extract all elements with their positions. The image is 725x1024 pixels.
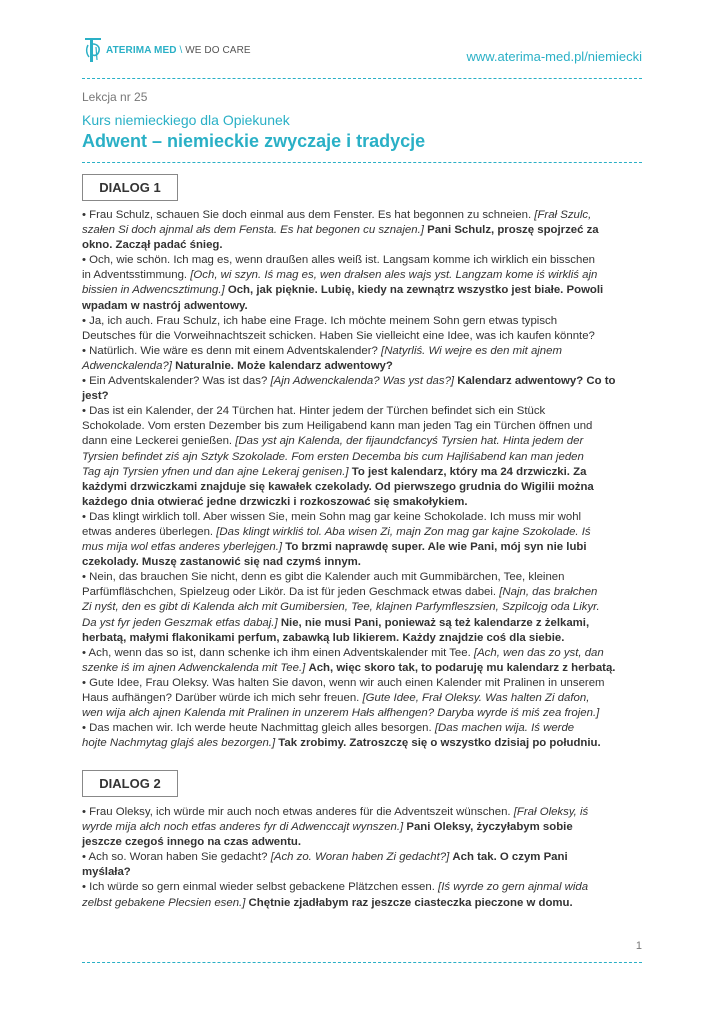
- translation-text: myślała?: [82, 866, 131, 879]
- translation-text: Och, jak pięknie. Lubię, kiedy na zewnątrz wszystko jest białe. Powoli: [227, 284, 604, 297]
- text-line: [82, 631, 642, 646]
- brand-logo: [82, 36, 251, 64]
- dialog-1-heading: DIALOG 1: [82, 174, 178, 201]
- dialog-2-text: [82, 805, 642, 911]
- text-line: [82, 495, 642, 510]
- translation-text: okno. Zaczął padać śnieg.: [82, 239, 223, 252]
- german-text: • Och, wie schön. Ich mag es, wenn draußen alles weiß ist. Langsam komme ich wirklich ein bisschen: [82, 254, 595, 267]
- page-number: 1: [635, 940, 642, 952]
- pronunciation-text: szenke iś im ajnen Adwenckalenda mit Tee.]: [82, 661, 306, 674]
- translation-text: każdego dnia otwierać jedne drzwiczki i rozkoszować się smakołykiem.: [82, 495, 468, 508]
- translation-text: Kalendarz adwentowy? Co to: [457, 375, 616, 388]
- german-text: dann eine Leckerei genießen.: [82, 435, 236, 448]
- german-text: • Frau Oleksy, ich würde mir auch noch etwas anderes für die Adventszeit wünschen.: [82, 806, 514, 818]
- german-text: Haus aufhängen? Darüber würde ich mich sehr freuen.: [82, 692, 363, 704]
- german-text: • Ich würde so gern einmal wieder selbst gebackene Plätzchen essen.: [82, 881, 439, 894]
- text-line: [82, 344, 642, 359]
- text-line: [82, 389, 642, 404]
- translation-text: To brzmi naprawdę super. Ale wie Pani, mój syn nie lubi: [285, 541, 587, 554]
- text-line: [82, 540, 642, 555]
- translation-text: Nie, nie musi Pani, ponieważ są też kalendarze z żelkami,: [280, 616, 590, 629]
- text-line: [82, 283, 642, 298]
- german-text: Schokolade. Vom ersten Dezember bis zum Heiligabend kann man jeden Tag ein Türchen öffnen und: [82, 420, 593, 433]
- footer-divider: [82, 962, 642, 963]
- text-line: [82, 880, 642, 895]
- pronunciation-text: Zi nyśt, den es gibt di Kalenda ałch mit Gumibersien, Tee, klajnen Parfymfleszsien, Szpilcojg oda Likyr.: [82, 601, 600, 614]
- text-line: [82, 585, 642, 600]
- pronunciation-text: Tag ajn Tyrsien yfnen und dan ajne Lekeraj genisen.]: [82, 465, 349, 478]
- pronunciation-text: mus mija wol etfas anderes yberlejgen.]: [82, 541, 283, 554]
- pronunciation-text: wen wija ałch ajnen Kalenda mit Pralinen in unzerem Hałs ałfhengen? Daryba wyrde iś miś zea frojen.]: [82, 707, 600, 720]
- page-title: Adwent – niemieckie zwyczaje i tradycje: [82, 131, 426, 151]
- text-line: [82, 835, 642, 850]
- translation-text: każdymi drzwiczkami znajduje się kawałek czekolady. Od pierwszego grudnia do Wigilii można: [82, 480, 594, 493]
- dialog-2-heading: DIALOG 2: [82, 770, 178, 797]
- translation-text: Tak zrobimy. Zatroszczę się o wszystko dzisiaj po południu.: [278, 737, 601, 750]
- text-line: [82, 404, 642, 419]
- pronunciation-text: [Iś wyrde zo gern ajnmal wida: [438, 881, 589, 894]
- pronunciation-text: bissien in Adwencsztimung.]: [82, 284, 225, 297]
- text-line: [82, 374, 642, 389]
- text-line: [82, 865, 642, 880]
- text-line: [82, 434, 642, 449]
- pronunciation-text: [Ach, wen das zo yst, dan: [473, 646, 604, 659]
- text-line: [82, 465, 642, 480]
- translation-text: jeszcze czegoś innego na czas adwentu.: [82, 836, 302, 849]
- german-text: • Ach, wenn das so ist, dann schenke ich ihm einen Adventskalender mit Tee.: [82, 646, 474, 659]
- text-line: [82, 223, 642, 238]
- german-text: Deutsches für die Vorweihnachtszeit schicken. Haben Sie vielleicht eine Idee, was ich kaufen könnte?: [82, 329, 595, 342]
- text-line: [82, 299, 642, 314]
- dialog-1-text: [82, 208, 642, 751]
- text-line: [82, 676, 642, 691]
- pronunciation-text: [Frał Oleksy, iś: [513, 806, 589, 818]
- german-text: etwas anderes überlegen.: [82, 525, 217, 538]
- aterima-logo-icon: [82, 36, 104, 64]
- title-divider: [82, 162, 642, 163]
- text-line: [82, 896, 642, 911]
- pronunciation-text: [Gute Idee, Frał Oleksy. Was halten Zi dafon,: [362, 692, 590, 704]
- pronunciation-text: [Och, wi szyn. Iś mag es, wen drałsen ales wajs yst. Langzam kome iś wirkliś ajn: [190, 269, 598, 282]
- text-line: [82, 268, 642, 283]
- text-line: [82, 691, 642, 706]
- german-text: • Das machen wir. Ich werde heute Nachmittag gleich alles besorgen.: [82, 722, 435, 735]
- text-line: [82, 314, 642, 329]
- text-line: [82, 555, 642, 570]
- german-text: • Natürlich. Wie wäre es denn mit einem Adventskalender?: [82, 344, 382, 357]
- text-line: [82, 570, 642, 585]
- text-line: [82, 450, 642, 465]
- pronunciation-text: [Das yst ajn Kalenda, der fijaundcfancyś Tyrsien hat. Hinta jedem der: [235, 435, 584, 448]
- pronunciation-text: wyrde mija ałch noch etfas anderes fyr di Adwenccajt wynszen.]: [82, 821, 404, 834]
- text-line: [82, 850, 642, 865]
- german-text: in Adventsstimmung.: [82, 269, 191, 282]
- brand-separator: \: [179, 44, 183, 56]
- german-text: • Frau Schulz, schauen Sie doch einmal aus dem Fenster. Es hat begonnen zu schneien.: [82, 209, 535, 221]
- translation-text: herbatą, małymi flakonikami perfum, zabawką lub likierem. Każdy znajdzie coś dla siebie.: [82, 631, 565, 644]
- pronunciation-text: Adwenckalenda?]: [82, 359, 172, 372]
- text-line: [82, 721, 642, 736]
- text-line: [82, 736, 642, 751]
- translation-text: Naturalnie. Może kalendarz adwentowy?: [175, 359, 393, 372]
- german-text: • Ach so. Woran haben Sie gedacht?: [82, 851, 271, 864]
- text-line: [82, 359, 642, 374]
- text-line: [82, 253, 642, 268]
- text-line: [82, 525, 642, 540]
- pronunciation-text: [Natyrliś. Wi wejre es den mit ajnem: [381, 344, 562, 357]
- pronunciation-text: [Najn, das brałchen: [499, 586, 598, 599]
- pronunciation-text: Da yst fyr jeden Geszmak etfas dabaj.]: [82, 616, 278, 629]
- translation-text: Ach tak. O czym Pani: [452, 851, 568, 864]
- text-line: [82, 600, 642, 615]
- translation-text: Pani Schulz, proszę spojrzeć za: [427, 224, 599, 237]
- pronunciation-text: [Ajn Adwenckalenda? Was yst das?]: [270, 375, 455, 388]
- page-header: [82, 36, 642, 72]
- pronunciation-text: [Ach zo. Woran haben Zi gedacht?]: [270, 851, 450, 864]
- brand-name: [106, 45, 251, 56]
- text-line: [82, 419, 642, 434]
- text-line: [82, 820, 642, 835]
- german-text: • Das klingt wirklich toll. Aber wissen Sie, mein Sohn mag gar keine Schokolade. Ich muss mir wohl: [82, 510, 582, 523]
- text-line: [82, 616, 642, 631]
- german-text: • Nein, das brauchen Sie nicht, denn es gibt die Kalender auch mit Gummibärchen, Tee, kleinen: [82, 571, 565, 584]
- german-text: • Ein Adventskalender? Was ist das?: [82, 375, 271, 388]
- text-line: [82, 329, 642, 344]
- pronunciation-text: [Frał Szulc,: [534, 209, 592, 221]
- pronunciation-text: hojte Nachmytag glajś ales bezorgen.]: [82, 737, 276, 750]
- text-line: [82, 661, 642, 676]
- german-text: • Ja, ich auch. Frau Schulz, ich habe eine Frage. Ich möchte meinem Sohn gern etwas typisch: [82, 314, 558, 327]
- brand-text: ATERIMA MED: [106, 44, 177, 56]
- translation-text: jest?: [82, 390, 109, 403]
- translation-text: Ach, więc skoro tak, to podaruję mu kalendarz z herbatą.: [308, 661, 616, 674]
- translation-text: wpadam w nastrój adwentowy.: [82, 299, 248, 312]
- translation-text: To jest kalendarz, który ma 24 drzwiczki. Za: [351, 465, 587, 478]
- course-name: Kurs niemieckiego dla Opiekunek: [82, 112, 290, 128]
- brand-tagline: WE DO CARE: [185, 44, 251, 56]
- text-line: [82, 706, 642, 721]
- text-line: [82, 805, 642, 820]
- pronunciation-text: [Das klingt wirkliś tol. Aba wisen Zi, majn Zon mag gar kajne Szokolade. Iś: [216, 525, 591, 538]
- german-text: Parfümfläschchen, Spielzeug oder Likör. Da ist für jeden Geschmack etwas dabei.: [82, 586, 500, 599]
- text-line: [82, 238, 642, 253]
- pronunciation-text: [Das machen wija. Iś werde: [434, 722, 575, 735]
- translation-text: czekolady. Muszę zastanowić się nad czymś innym.: [82, 556, 361, 569]
- translation-text: Pani Oleksy, życzyłabym sobie: [406, 821, 573, 834]
- text-line: [82, 510, 642, 525]
- german-text: • Gute Idee, Frau Oleksy. Was halten Sie davon, wenn wir auch einen Kalender mit Pralinen in unserem: [82, 676, 605, 689]
- website-link[interactable]: www.aterima-med.pl/niemiecki: [466, 49, 642, 64]
- lesson-number: Lekcja nr 25: [82, 90, 148, 104]
- pronunciation-text: Tyrsien befindet ziś ajn Sztyk Szokolade. Fom ersten Decemba bis cum Hajliśabend kan man jeden: [82, 450, 584, 463]
- pronunciation-text: zelbst gebakene Plecsien esen.]: [82, 896, 246, 909]
- german-text: • Das ist ein Kalender, der 24 Türchen hat. Hinter jedem der Türchen befindet sich ein Stück: [82, 405, 546, 418]
- text-line: [82, 646, 642, 661]
- text-line: [82, 208, 642, 223]
- text-line: [82, 480, 642, 495]
- pronunciation-text: szałen Si doch ajnmal ałs dem Fensta. Es hat begonen cu sznajen.]: [82, 224, 424, 237]
- header-divider: [82, 78, 642, 79]
- translation-text: Chętnie zjadłabym raz jeszcze ciasteczka pieczone w domu.: [248, 896, 573, 909]
